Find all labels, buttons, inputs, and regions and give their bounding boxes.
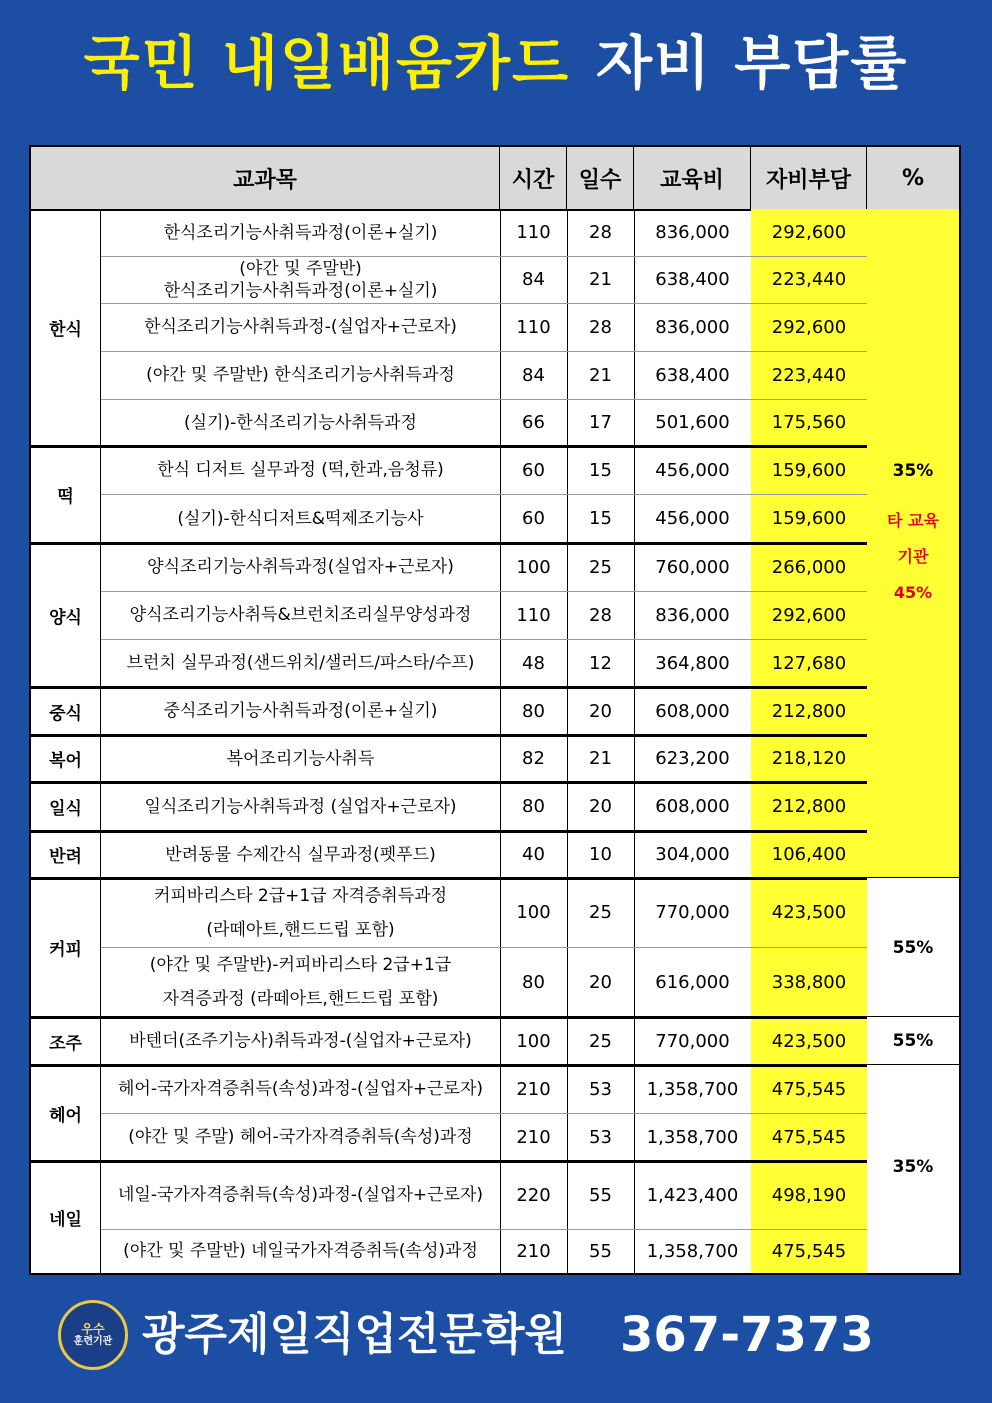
- course-fee: 1,358,700: [646, 1240, 739, 1262]
- course-self-pay: 223,440: [751, 351, 867, 399]
- course-name: [101, 256, 500, 303]
- course-name-line: 양식조리기능사취득&브런치조리실무양성과정: [129, 605, 472, 625]
- course-name: [101, 446, 500, 494]
- course-name: [101, 878, 500, 947]
- course-self-pay: 423,500: [751, 878, 867, 947]
- course-name: [101, 947, 500, 1017]
- course-days: 15: [589, 508, 612, 529]
- category-label: 일식: [31, 782, 101, 831]
- course-name: [101, 735, 500, 782]
- course-name-line: (야간 및 주말반): [239, 258, 362, 279]
- other-institution-note: 타 교육: [887, 511, 939, 530]
- course-name: [101, 591, 500, 639]
- course-name: [101, 494, 500, 543]
- course-hours: 110: [516, 604, 551, 626]
- course-hours: 66: [522, 412, 545, 433]
- course-days: 20: [589, 796, 612, 817]
- rate-divider: [867, 877, 959, 878]
- course-self-pay: 475,545: [751, 1065, 867, 1113]
- course-name: [101, 303, 500, 351]
- course-name-line: (라떼아트,핸드드립 포함): [206, 919, 395, 940]
- excellent-training-badge: 우수 훈련기관: [58, 1300, 128, 1370]
- rate-divider: [867, 1064, 959, 1065]
- title-card-name: 국민 내일배움카드: [83, 29, 571, 97]
- course-fee: 638,400: [655, 364, 730, 386]
- course-self-pay: 423,500: [751, 1017, 867, 1065]
- course-fee: 608,000: [655, 796, 730, 817]
- course-days: 25: [589, 1030, 612, 1052]
- course-name-line: 한식조리기능사취득과정(이론+실기): [163, 280, 438, 301]
- course-days: 25: [589, 556, 612, 578]
- row-divider: [101, 1229, 867, 1230]
- course-name: [101, 399, 500, 446]
- course-hours: 40: [522, 844, 545, 865]
- header-subject: 교과목: [31, 147, 500, 209]
- course-name-line: (야간 및 주말) 헤어-국가자격증취득(속성)과정: [128, 1127, 473, 1147]
- course-name-line: 한식조리기능사취득과정-(실업자+근로자): [144, 317, 457, 337]
- self-pay-table: [29, 145, 961, 1275]
- footer: [0, 1300, 992, 1370]
- course-days: 21: [589, 269, 612, 290]
- course-days: 25: [589, 902, 612, 923]
- category-label: 떡: [31, 446, 101, 543]
- course-hours: 84: [522, 364, 545, 386]
- course-fee: 501,600: [655, 412, 730, 433]
- category-label: 네일: [31, 1161, 101, 1273]
- course-fee: 456,000: [655, 508, 730, 529]
- page-title: [0, 18, 992, 108]
- course-days: 17: [589, 412, 612, 433]
- group-divider: [31, 877, 867, 880]
- course-name: [101, 1065, 500, 1113]
- row-divider: [101, 256, 867, 257]
- rate-cell: [867, 1017, 959, 1065]
- group-divider: [31, 542, 867, 545]
- group-divider: [31, 830, 867, 833]
- course-days: 10: [589, 844, 612, 865]
- course-self-pay: 292,600: [751, 303, 867, 351]
- course-self-pay: 212,800: [751, 782, 867, 831]
- course-self-pay: 292,600: [751, 591, 867, 639]
- course-name-line: 복어조리기능사취득: [226, 748, 375, 769]
- course-days: 28: [589, 222, 612, 243]
- row-divider: [101, 947, 867, 948]
- course-name-line: 한식조리기능사취득과정(이론+실기): [163, 222, 438, 243]
- course-name: [101, 351, 500, 399]
- course-name-line: (실기)-한식디저트&떡제조기능사: [177, 508, 424, 529]
- header-self-pay: 자비부담: [751, 147, 867, 209]
- course-hours: 80: [522, 700, 545, 722]
- course-hours: 110: [516, 222, 551, 243]
- course-self-pay: 498,190: [751, 1161, 867, 1229]
- course-days: 15: [589, 459, 612, 481]
- row-divider: [101, 494, 867, 495]
- course-name: [101, 687, 500, 735]
- course-fee: 770,000: [655, 902, 730, 923]
- course-self-pay: 475,545: [751, 1113, 867, 1161]
- course-days: 55: [589, 1240, 612, 1262]
- course-hours: 210: [516, 1240, 551, 1262]
- course-days: 53: [589, 1078, 612, 1100]
- course-self-pay: 338,800: [751, 947, 867, 1017]
- course-name: [101, 639, 500, 687]
- course-name-line: 중식조리기능사취득과정(이론+실기): [163, 701, 438, 721]
- group-divider: [31, 734, 867, 737]
- course-fee: 608,000: [655, 700, 730, 722]
- course-days: 55: [589, 1184, 612, 1206]
- course-fee: 770,000: [655, 1030, 730, 1052]
- course-name: [101, 831, 500, 878]
- group-divider: [31, 781, 867, 784]
- course-hours: 60: [522, 459, 545, 481]
- course-fee: 836,000: [655, 222, 730, 243]
- course-name-line: 커피바리스타 2급+1급 자격증취득과정: [153, 885, 447, 906]
- course-self-pay: 212,800: [751, 687, 867, 735]
- course-fee: 638,400: [655, 269, 730, 290]
- course-self-pay: 159,600: [751, 494, 867, 543]
- course-name: [101, 782, 500, 831]
- course-name-line: 네일-국가자격증취득(속성)과정-(실업자+근로자): [117, 1185, 484, 1205]
- group-divider: [31, 1160, 867, 1163]
- group-divider: [31, 1064, 867, 1067]
- phone-number: 367-7373: [620, 1307, 874, 1363]
- category-label: 한식: [31, 209, 101, 446]
- category-label: 복어: [31, 735, 101, 782]
- row-divider: [101, 351, 867, 352]
- course-hours: 210: [516, 1126, 551, 1148]
- course-hours: 110: [516, 316, 551, 338]
- course-self-pay: 175,560: [751, 399, 867, 446]
- rate-value: 35%: [892, 461, 934, 481]
- row-divider: [101, 303, 867, 304]
- course-name-line: 일식조리기능사취득과정 (실업자+근로자): [144, 796, 457, 817]
- course-fee: 304,000: [655, 844, 730, 865]
- course-name: [101, 209, 500, 256]
- course-name: [101, 543, 500, 591]
- group-divider: [31, 686, 867, 689]
- header-pct: %: [901, 165, 925, 191]
- course-self-pay: 266,000: [751, 543, 867, 591]
- course-name-line: (야간 및 주말반)-커피바리스타 2급+1급: [149, 955, 452, 975]
- header-hours: 시간: [500, 147, 567, 209]
- course-name: [101, 1017, 500, 1065]
- category-label: 커피: [31, 878, 101, 1017]
- course-self-pay: 475,545: [751, 1229, 867, 1273]
- other-institution-note: 기관: [897, 547, 929, 566]
- category-label: 중식: [31, 687, 101, 735]
- course-fee: 836,000: [655, 316, 730, 338]
- rate-value: 35%: [892, 1157, 934, 1177]
- group-divider: [31, 1016, 867, 1019]
- course-fee: 1,358,700: [646, 1126, 739, 1148]
- course-name-line: 헤어-국가자격증취득(속성)과정-(실업자+근로자): [117, 1079, 484, 1099]
- course-fee: 623,200: [655, 748, 730, 769]
- course-name-line: 자격증과정 (라떼아트,핸드드립 포함): [162, 989, 439, 1009]
- course-hours: 80: [522, 971, 545, 993]
- course-hours: 60: [522, 508, 545, 529]
- other-institution-rate: 45%: [893, 583, 933, 602]
- category-label: 양식: [31, 543, 101, 687]
- course-fee: 1,423,400: [646, 1184, 739, 1206]
- category-label: 조주: [31, 1017, 101, 1065]
- category-label: 반려: [31, 831, 101, 878]
- course-hours: 82: [522, 748, 545, 769]
- course-hours: 100: [516, 902, 551, 923]
- course-fee: 616,000: [655, 971, 730, 993]
- course-hours: 84: [522, 269, 545, 290]
- course-fee: 364,800: [655, 652, 730, 674]
- category-label: 헤어: [31, 1065, 101, 1161]
- course-self-pay: 292,600: [751, 209, 867, 256]
- course-name-line: 브런치 실무과정(샌드위치/샐러드/파스타/수프): [126, 653, 475, 673]
- group-divider: [31, 445, 867, 448]
- course-self-pay: 159,600: [751, 446, 867, 494]
- header-fee: 교육비: [634, 147, 751, 209]
- course-hours: 220: [516, 1184, 551, 1206]
- rate-cell: [867, 1065, 959, 1273]
- course-self-pay: 218,120: [751, 735, 867, 782]
- course-hours: 100: [516, 1030, 551, 1052]
- row-divider: [101, 1113, 867, 1114]
- table-header: [31, 147, 959, 211]
- course-name-line: 반려동물 수제간식 실무과정(펫푸드): [165, 844, 436, 865]
- course-name-line: 양식조리기능사취득과정(실업자+근로자): [147, 557, 454, 577]
- course-name: [101, 1113, 500, 1161]
- course-days: 20: [589, 971, 612, 993]
- course-fee: 456,000: [655, 459, 730, 481]
- course-hours: 48: [522, 652, 545, 674]
- header-days: 일수: [567, 147, 634, 209]
- academy-name: 광주제일직업전문학원: [142, 1309, 568, 1360]
- course-name-line: (야간 및 주말반) 한식조리기능사취득과정: [146, 365, 455, 385]
- course-days: 21: [589, 364, 612, 386]
- course-hours: 80: [522, 796, 545, 817]
- course-days: 12: [589, 652, 612, 674]
- course-self-pay: 106,400: [751, 831, 867, 878]
- course-days: 28: [589, 316, 612, 338]
- course-name-line: (실기)-한식조리기능사취득과정: [184, 412, 417, 433]
- course-fee: 836,000: [655, 604, 730, 626]
- course-name-line: 바텐더(조주기능사)취득과정-(실업자+근로자): [129, 1031, 472, 1051]
- course-name-line: 한식 디저트 실무과정 (떡,한과,음청류): [157, 460, 444, 480]
- course-name-line: (야간 및 주말반) 네일국가자격증취득(속성)과정: [123, 1241, 478, 1261]
- course-hours: 210: [516, 1078, 551, 1100]
- rate-value: 55%: [892, 937, 934, 958]
- rate-divider: [867, 1016, 959, 1017]
- course-days: 21: [589, 748, 612, 769]
- course-self-pay: 127,680: [751, 639, 867, 687]
- course-days: 53: [589, 1126, 612, 1148]
- course-name: [101, 1161, 500, 1229]
- course-fee: 760,000: [655, 556, 730, 578]
- rate-value: 55%: [892, 1031, 934, 1051]
- row-divider: [101, 639, 867, 640]
- course-days: 20: [589, 700, 612, 722]
- course-self-pay: 223,440: [751, 256, 867, 303]
- course-hours: 100: [516, 556, 551, 578]
- title-self-pay: 자비 부담률: [596, 29, 909, 97]
- rate-cell: [867, 209, 959, 878]
- course-days: 28: [589, 604, 612, 626]
- row-divider: [101, 591, 867, 592]
- course-name: [101, 1229, 500, 1273]
- course-fee: 1,358,700: [646, 1078, 739, 1100]
- row-divider: [101, 399, 867, 400]
- rate-cell: [867, 878, 959, 1017]
